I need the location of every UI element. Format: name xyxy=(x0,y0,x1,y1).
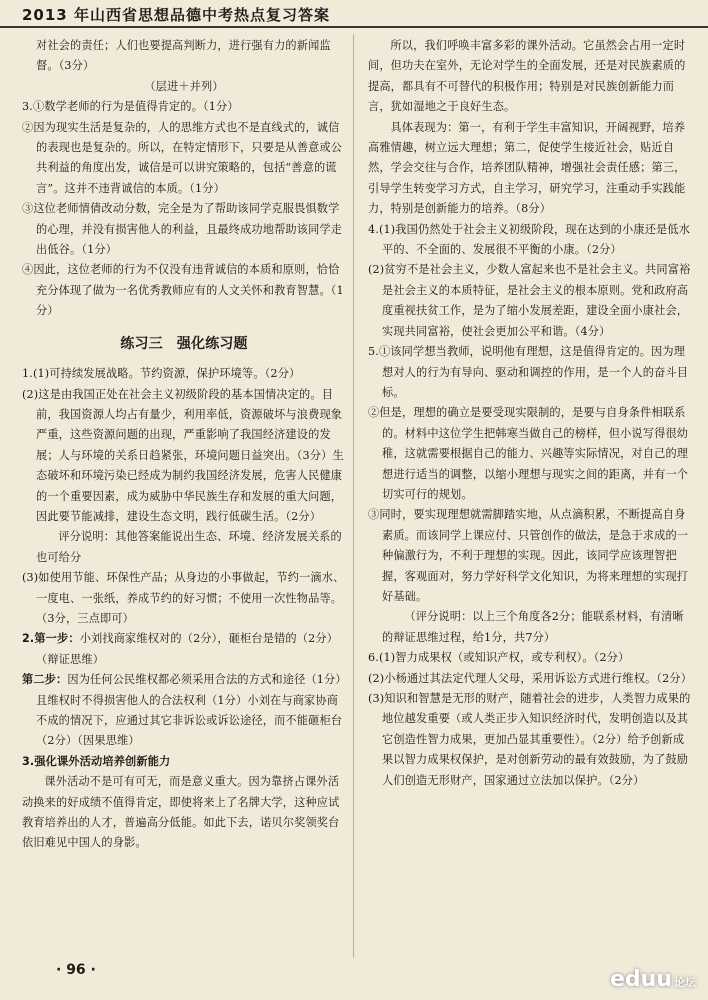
answer-heading: 3.强化课外活动培养创新能力 xyxy=(22,754,171,768)
left-column xyxy=(22,36,346,854)
header-title: 2013 年山西省思想品德中考热点复习答案 xyxy=(22,6,330,24)
answer-item: ②因为现实生活是复杂的，人的思维方式也不是直线式的，诚信的表现也是复杂的。所以，在特定情形下，只要是从善意或公共利益的角度出发，诚信是可以讲究策略的，包括“善意的谎言”。这并不违背诚信的本质。（1分） xyxy=(22,120,343,195)
answer-item: (2)贫穷不是社会主义，少数人富起来也不是社会主义。共同富裕是社会主义的本质特征，是社会主义的根本原则。党和政府高度重视扶贫工作，是为了缩小发展差距，建设全面小康社会，实现共同富裕，使社会更加公平和谐。（4分） xyxy=(368,263,691,338)
paragraph-note: （层进＋并列） xyxy=(144,79,224,93)
paragraph: 课外活动不是可有可无，而是意义重大。因为靠挤占课外活动换来的好成绩不值得肯定，即使将来上了名牌大学，这种应试教育培养出的人才，普遍高分低能。如此下去，诺贝尔奖领奖台依旧难见中国人的身影。 xyxy=(22,775,340,850)
watermark-text: eduu xyxy=(610,967,672,992)
paragraph: 所以，我们呼唤丰富多彩的课外活动。它虽然会占用一定时间，但功夫在室外，无论对学生的全面发展，还是对民族素质的提高，都具有不可替代的积极作用；特别是对民族创新能力而言，犹如湿地之于良好生态。 xyxy=(368,39,686,114)
page-header xyxy=(0,0,708,28)
page-number: · 96 · xyxy=(56,962,96,978)
answer-item: (2)小杨通过其法定代理人父母，采用诉讼方式进行维权。（2分） xyxy=(368,671,693,685)
paragraph: 具体表现为：第一，有利于学生丰富知识，开阔视野，培养高雅情趣，树立远大理想；第二，促使学生接近社会，贴近自然，学会交往与合作，培养团队精神，增强社会责任感；第三，引导学生转变学习方式，自主学习，研究学习，注重动手实践能力，特别是创新能力的培养。（8分） xyxy=(368,120,686,216)
step-label: 2.第一步： xyxy=(22,632,80,646)
answer-item: 6.(1)智力成果权（或知识产权，或专利权）。（2分） xyxy=(368,651,630,665)
answer-item xyxy=(22,670,346,752)
answer-item: ②但是，理想的确立是要受现实限制的，是要与自身条件相联系的。材料中这位学生把韩寒当做自己的榜样，但小说写得很幼稚，这就需要根据自己的能力、兴趣等实际情况，对自己的理想进行适当的调整，以缩小理想与现实之间的距离，并有一个切实可行的规划。 xyxy=(368,406,689,501)
answer-item: (3)如使用节能、环保性产品；从身边的小事做起，节约一滴水、一度电、一张纸，养成节约的好习惯；不使用一次性物品等。（3分，三点即可） xyxy=(22,571,345,625)
answer-item: (3)知识和智慧是无形的财产，随着社会的进步，人类智力成果的地位越发重要（或人类正步入知识经济时代，发明创造以及其它创造性智力成果，更加凸显其重要性）。（2分）给予创新成果以智力成果权保护，是对创新劳动的最有效鼓励，为了鼓励人们创造无形财产，国家通过立法加以保护。（2分） xyxy=(368,692,691,787)
watermark-subtext: 论坛 xyxy=(674,976,696,989)
answer-item: 4.(1)我国仍然处于社会主义初级阶段，现在达到的小康还是低水平的、不全面的、发展很不平衡的小康。（2分） xyxy=(368,222,691,257)
answer-item xyxy=(22,629,346,670)
answer-item: 1.(1)可持续发展战略。节约资源，保护环境等。（2分） xyxy=(22,367,301,381)
answer-item: ③同时，要实现理想就需脚踏实地，从点滴积累，不断提高自身素质。而该同学上课应付、只管创作的做法，是急于求成的一种偏激行为，不利于理想的实现。因此，该同学应该理智把握，客观面对，努力学好科学文化知识，为将来理想的实现打好基础。 xyxy=(368,508,689,603)
step-text: 因为任何公民维权都必须采用合法的方式和途径（1分）且维权时不得损害他人的合法权利（1分）小刘在与商家协商不成的情况下，应通过其它非诉讼或诉讼途径，而不能砸柜台（2分）（因果思维） xyxy=(36,673,343,748)
right-column xyxy=(368,36,692,791)
scoring-note: （评分说明：以上三个角度各2分；能联系材料，有清晰的辩证思维过程，给1分，共7分） xyxy=(382,610,684,644)
column-divider xyxy=(353,34,354,958)
watermark-logo xyxy=(610,967,696,992)
answer-item: ③这位老师情倩改动分数，完全是为了帮助该同学克服畏惧数学的心理，并没有损害他人的利益，且最终成功地帮助该同学走出低谷。（1分） xyxy=(22,202,343,257)
paragraph: 对社会的责任；人们也要提高判断力，进行强有力的新闻监督。（3分） xyxy=(36,39,331,73)
answer-item: 3.①数学老师的行为是值得肯定的。（1分） xyxy=(22,100,239,114)
answer-item: ④因此，这位老师的行为不仅没有违背诚信的本质和原则，恰恰充分体现了做为一名优秀教师应有的人文关怀和教育智慧。（1分） xyxy=(22,263,344,318)
step-text: 小刘找商家维权对的（2分），砸柜台是错的（2分）（辩证思维） xyxy=(36,632,339,666)
section-title: 练习三 强化练习题 xyxy=(120,335,248,352)
step-label: 第二步： xyxy=(22,673,68,687)
scoring-note: 评分说明：其他答案能说出生态、环境、经济发展关系的也可给分 xyxy=(36,530,342,564)
answer-item: (2)这是由我国正处在社会主义初级阶段的基本国情决定的。目前，我国资源人均占有量少，利用率低，资源破坏与浪费现象严重，这些资源问题的出现，严重影响了我国经济建设的发展；人与环境的关系日趋紧张，环境问题日益突出。（3分）生态破坏和环境污染已经成为制约我国经济发展，危害人民健康的一个重要因素，成为威胁中华民族生存和发展的重大问题，因此要节能减排，建设生态文明，践行低碳生活。（2分） xyxy=(22,387,344,523)
answer-item: 5.①该同学想当教师，说明他有理想，这是值得肯定的。因为理想对人的行为有导向、驱动和调控的作用，是一个人的奋斗目标。 xyxy=(368,345,689,399)
